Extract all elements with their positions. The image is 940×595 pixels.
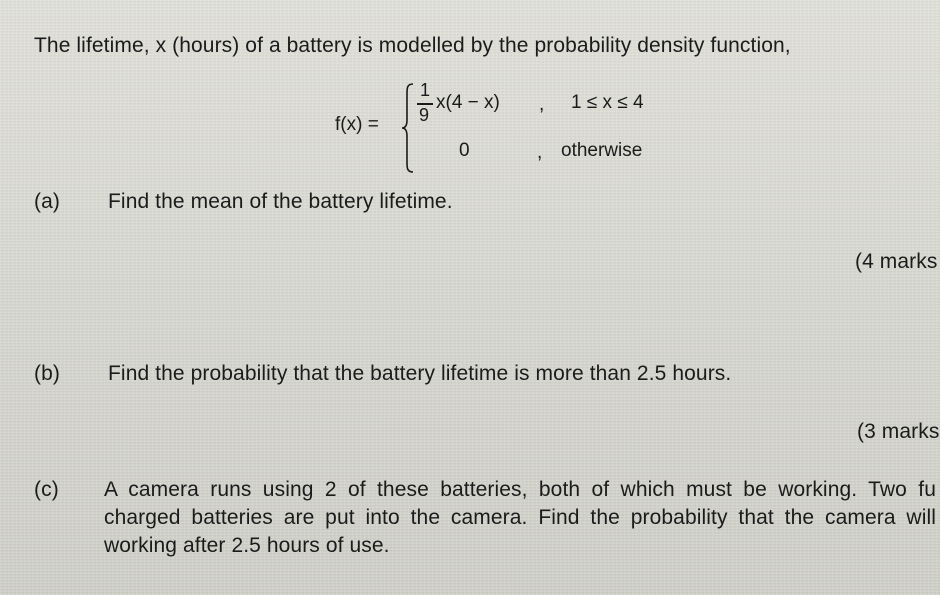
formula-zero: 0 xyxy=(459,140,470,161)
formula-expression: x(4 − x) xyxy=(436,92,500,113)
fraction-numerator: 1 xyxy=(420,80,431,100)
question-b-marks: (3 marks xyxy=(857,420,940,443)
fraction-denominator: 9 xyxy=(419,105,430,125)
question-c-line-3: working after 2.5 hours of use. xyxy=(104,534,390,557)
question-b-label: (b) xyxy=(34,362,60,385)
question-a-label: (a) xyxy=(34,190,60,213)
question-a-text: Find the mean of the battery lifetime. xyxy=(108,190,453,213)
intro-text: The lifetime, x (hours) of a battery is modelled by the probability density function, xyxy=(34,34,791,57)
question-c-line-1: A camera runs using 2 of these batteries, both of which must be working. Two fu xyxy=(104,478,936,501)
formula-condition-1: 1 ≤ x ≤ 4 xyxy=(571,92,644,113)
question-c-line-2: charged batteries are put into the camera. Find the probability that the camera will xyxy=(104,506,936,529)
question-b-text: Find the probability that the battery lifetime is more than 2.5 hours. xyxy=(108,362,732,385)
question-c-label: (c) xyxy=(34,478,59,501)
pdf-formula xyxy=(335,82,675,174)
formula-condition-2: otherwise xyxy=(561,140,643,161)
formula-comma-2: , xyxy=(537,142,543,163)
left-brace-icon xyxy=(401,82,415,174)
question-a-marks: (4 marks xyxy=(855,250,938,273)
formula-comma-1: , xyxy=(539,94,545,115)
formula-lhs: f(x) = xyxy=(335,114,379,135)
